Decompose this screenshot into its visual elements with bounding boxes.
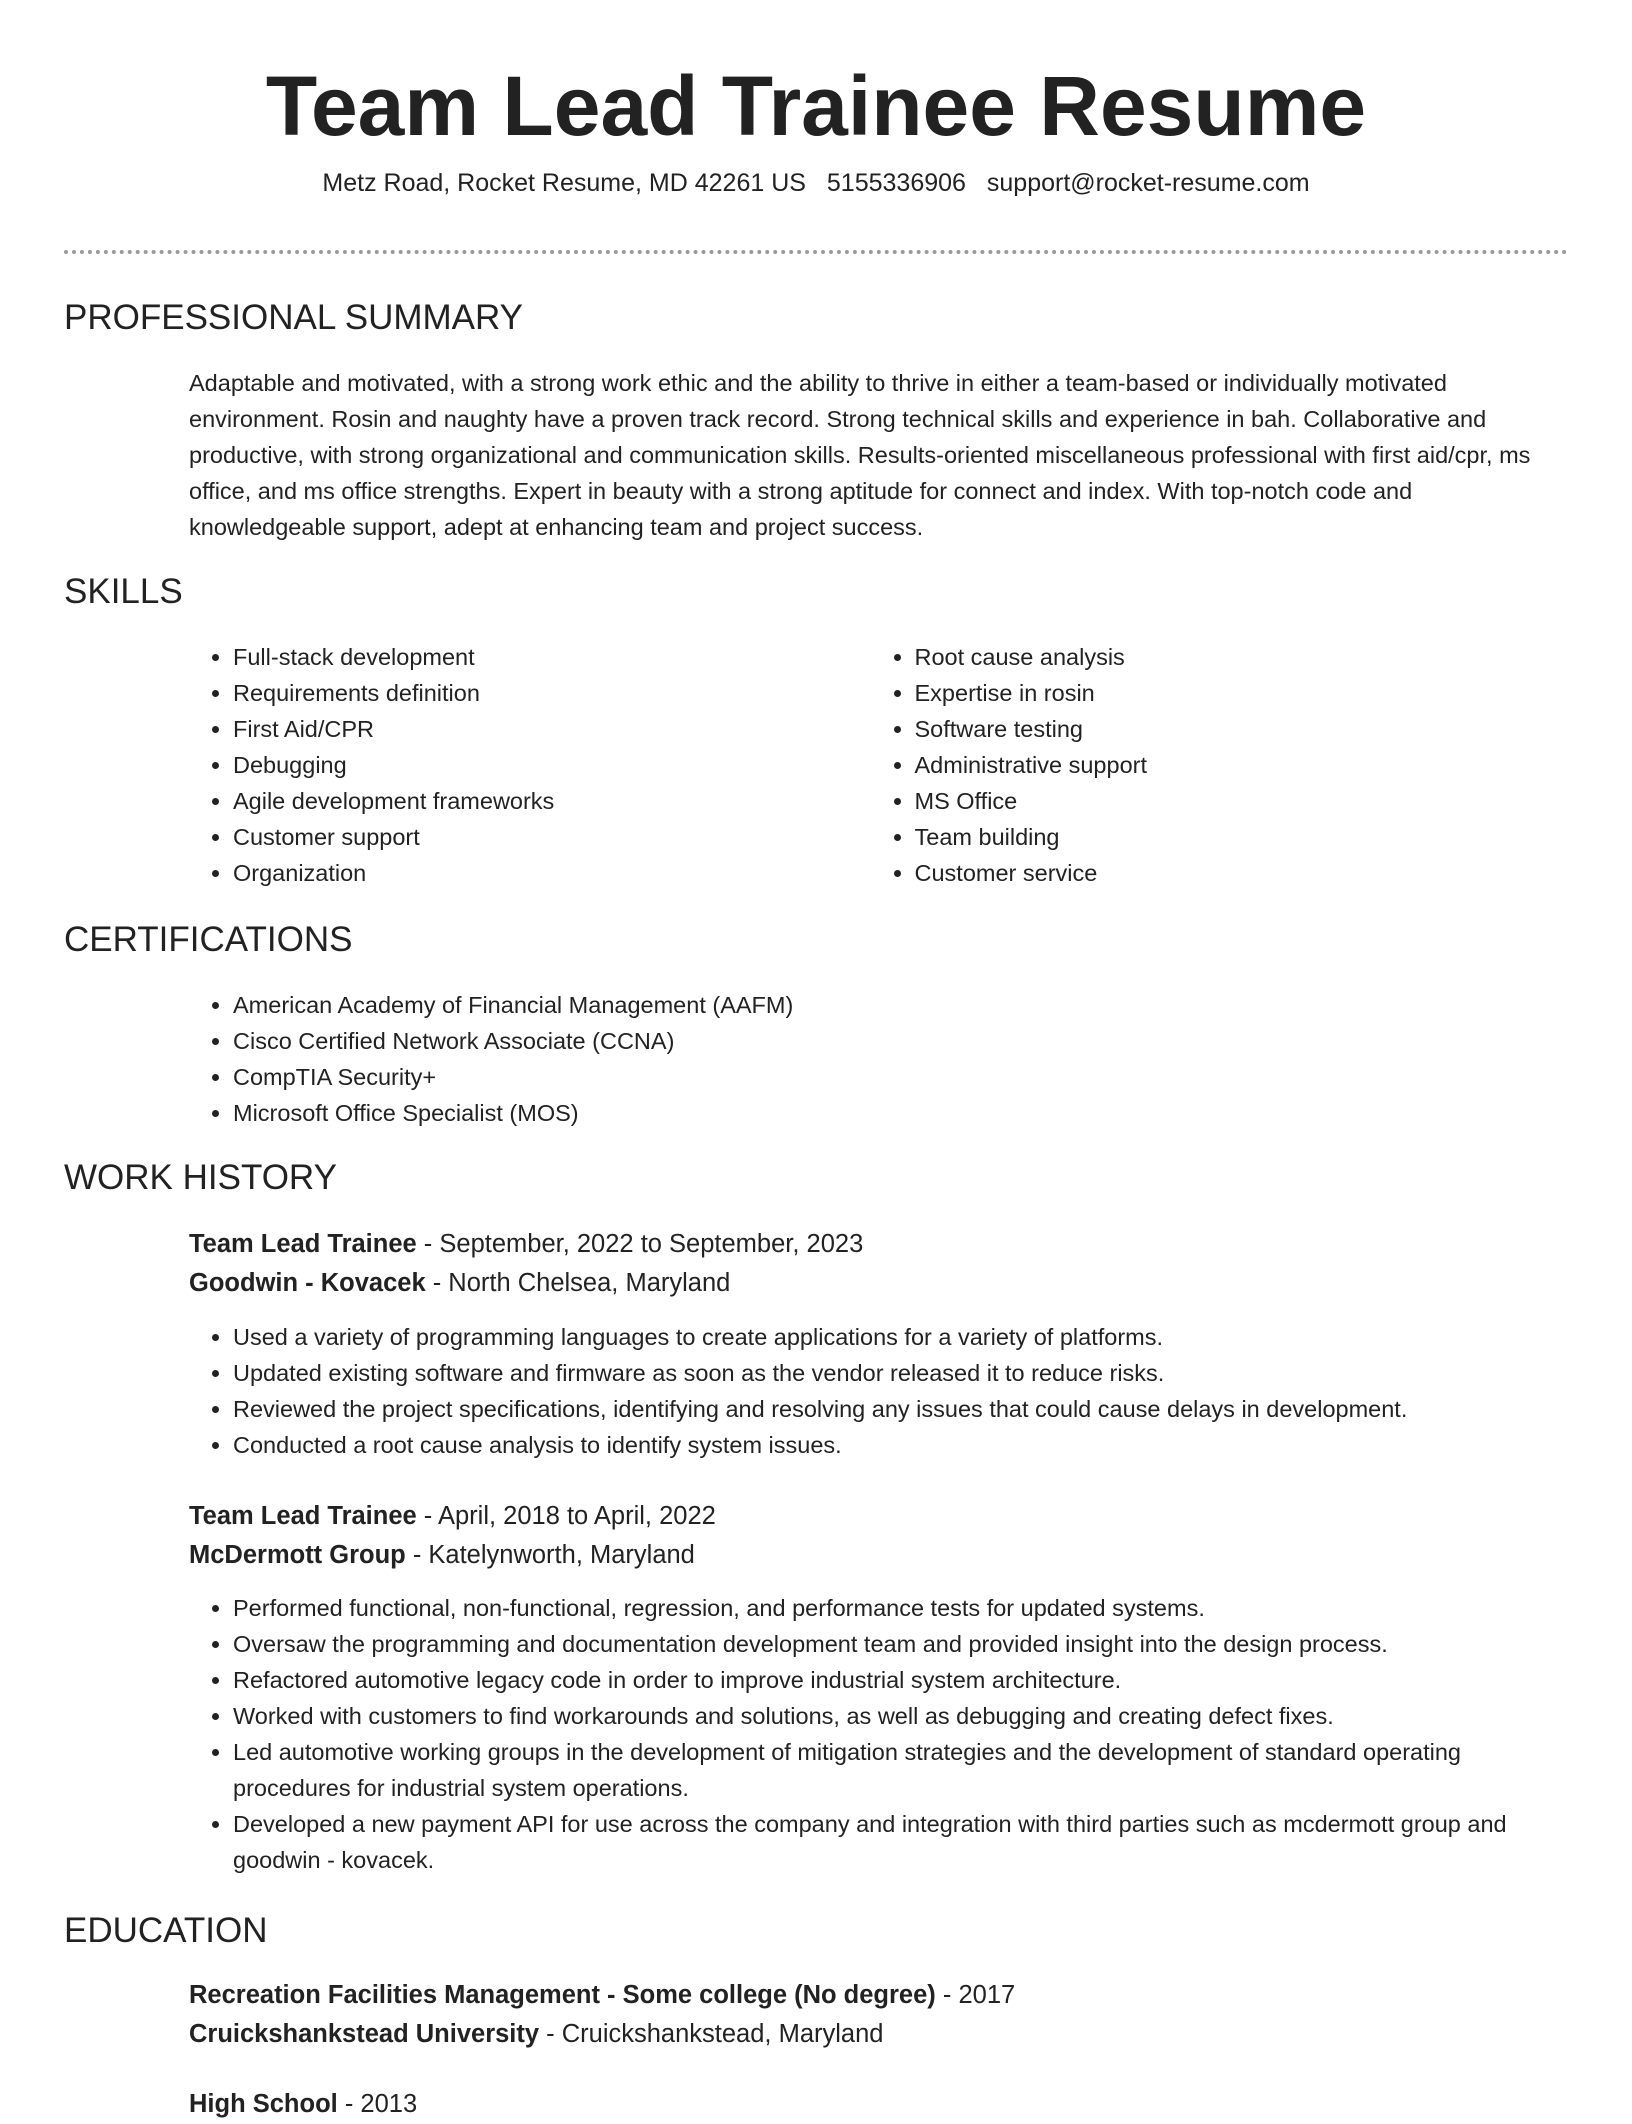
- job-title-line: [189, 1225, 1552, 1264]
- education-degree: High School: [189, 2090, 338, 2118]
- skill-item: • Customer support: [233, 819, 871, 855]
- job-bullet: • Led automotive working groups in the development of mitigation strategies and the development of standard operating procedures for industrial system operations.: [233, 1734, 1552, 1806]
- skill-item: • Team building: [915, 819, 1553, 855]
- job-company: McDermott Group: [189, 1541, 406, 1569]
- education-school: Cruickshankstead University: [189, 2020, 540, 2048]
- job-bullet: • Worked with customers to find workarounds and solutions, as well as debugging and creating defect fixes.: [233, 1698, 1552, 1734]
- education-entry: [189, 1976, 1552, 2054]
- certification-item: • Microsoft Office Specialist (MOS): [233, 1095, 1552, 1131]
- job-company: Goodwin - Kovacek: [189, 1269, 426, 1297]
- summary-text: Adaptable and motivated, with a strong work ethic and the ability to thrive in either a team-based or individually motivated environment. Rosin and naughty have a proven track record. Strong technical skills and experience in bah. Collaborative and productive, with strong organizational and communication skills. Results-oriented miscellaneous professional with first aid/cpr, ms office, and ms office strengths. Expert in beauty with a strong aptitude for connect and index. With top-notch code and knowledgeable support, adept at enhancing team and project success.: [189, 370, 1531, 540]
- education-degree: Recreation Facilities Management - Some college (No degree): [189, 1981, 936, 2009]
- job-entry: [189, 1497, 1552, 1575]
- header-divider: [64, 250, 1568, 254]
- job-role: Team Lead Trainee: [189, 1230, 417, 1258]
- skill-item: • Full-stack development: [233, 639, 871, 675]
- job-bullets-block: [189, 1319, 1552, 1463]
- skill-item: • Root cause analysis: [915, 639, 1553, 675]
- job-bullets: [189, 1590, 1552, 1878]
- section-title-certifications: CERTIFICATIONS: [64, 920, 353, 959]
- job-company-line: [189, 1536, 1552, 1575]
- job-bullet: • Oversaw the programming and documentation development team and provided insight into the design process.: [233, 1626, 1552, 1662]
- skills-block: [189, 639, 1552, 891]
- job-title-line: [189, 1497, 1552, 1536]
- contact-address: Metz Road, Rocket Resume, MD 42261 US: [322, 169, 806, 197]
- skill-item: • First Aid/CPR: [233, 711, 871, 747]
- job-bullet: • Developed a new payment API for use across the company and integration with third parties such as mcdermott group and goodwin - kovacek.: [233, 1806, 1552, 1878]
- job-bullet: • Used a variety of programming languages to create applications for a variety of platforms.: [233, 1319, 1552, 1355]
- job-location: - North Chelsea, Maryland: [425, 1269, 731, 1297]
- skill-item: • Debugging: [233, 747, 871, 783]
- skill-item: • Administrative support: [915, 747, 1553, 783]
- skill-item: • Organization: [233, 855, 871, 891]
- contact-phone: 5155336906: [826, 169, 966, 197]
- skill-item: • Software testing: [915, 711, 1553, 747]
- skill-item: • Agile development frameworks: [233, 783, 871, 819]
- job-company-line: [189, 1264, 1552, 1303]
- education-year: - 2013: [337, 2090, 418, 2118]
- education-entry: [189, 2085, 1552, 2124]
- job-bullet: • Reviewed the project specifications, identifying and resolving any issues that could cause delays in development.: [233, 1391, 1552, 1427]
- education-location: - Cruickshankstead, Maryland: [539, 2020, 884, 2048]
- skill-item: • Expertise in rosin: [915, 675, 1553, 711]
- education-degree-line: [189, 2085, 1552, 2124]
- skill-item: • Customer service: [915, 855, 1553, 891]
- job-bullet: • Performed functional, non-functional, regression, and performance tests for updated systems.: [233, 1590, 1552, 1626]
- skill-item: • MS Office: [915, 783, 1553, 819]
- education-school-line: [189, 2015, 1552, 2054]
- job-bullet: • Refactored automotive legacy code in order to improve industrial system architecture.: [233, 1662, 1552, 1698]
- job-location: - Katelynworth, Maryland: [405, 1541, 695, 1569]
- certifications-list: [189, 987, 1552, 1131]
- summary-block: [189, 365, 1552, 545]
- certification-item: • Cisco Certified Network Associate (CCNA): [233, 1023, 1552, 1059]
- job-bullets: [189, 1319, 1552, 1463]
- job-dates: - September, 2022 to September, 2023: [416, 1230, 864, 1258]
- section-title-education: EDUCATION: [64, 1911, 268, 1950]
- education-year: - 2017: [935, 1981, 1016, 2009]
- job-bullet: • Conducted a root cause analysis to identify system issues.: [233, 1427, 1552, 1463]
- job-dates: - April, 2018 to April, 2022: [416, 1502, 716, 1530]
- certifications-block: [189, 987, 1552, 1131]
- skills-list-left: [189, 639, 871, 891]
- skills-list-right: [871, 639, 1553, 891]
- skill-item: • Requirements definition: [233, 675, 871, 711]
- job-bullet: • Updated existing software and firmware as soon as the vendor released it to reduce risks.: [233, 1355, 1552, 1391]
- contact-email: support@rocket-resume.com: [986, 169, 1310, 197]
- skills-columns: [189, 639, 1552, 891]
- job-bullets-block: [189, 1590, 1552, 1878]
- certification-item: • CompTIA Security+: [233, 1059, 1552, 1095]
- contact-line: [0, 168, 1632, 198]
- section-title-skills: SKILLS: [64, 572, 183, 611]
- certification-item: • American Academy of Financial Management (AAFM): [233, 987, 1552, 1023]
- education-degree-line: [189, 1976, 1552, 2015]
- job-role: Team Lead Trainee: [189, 1502, 417, 1530]
- resume-title: Team Lead Trainee Resume: [265, 59, 1367, 153]
- section-title-work-history: WORK HISTORY: [64, 1158, 337, 1197]
- section-title-summary: PROFESSIONAL SUMMARY: [64, 298, 523, 337]
- job-entry: [189, 1225, 1552, 1303]
